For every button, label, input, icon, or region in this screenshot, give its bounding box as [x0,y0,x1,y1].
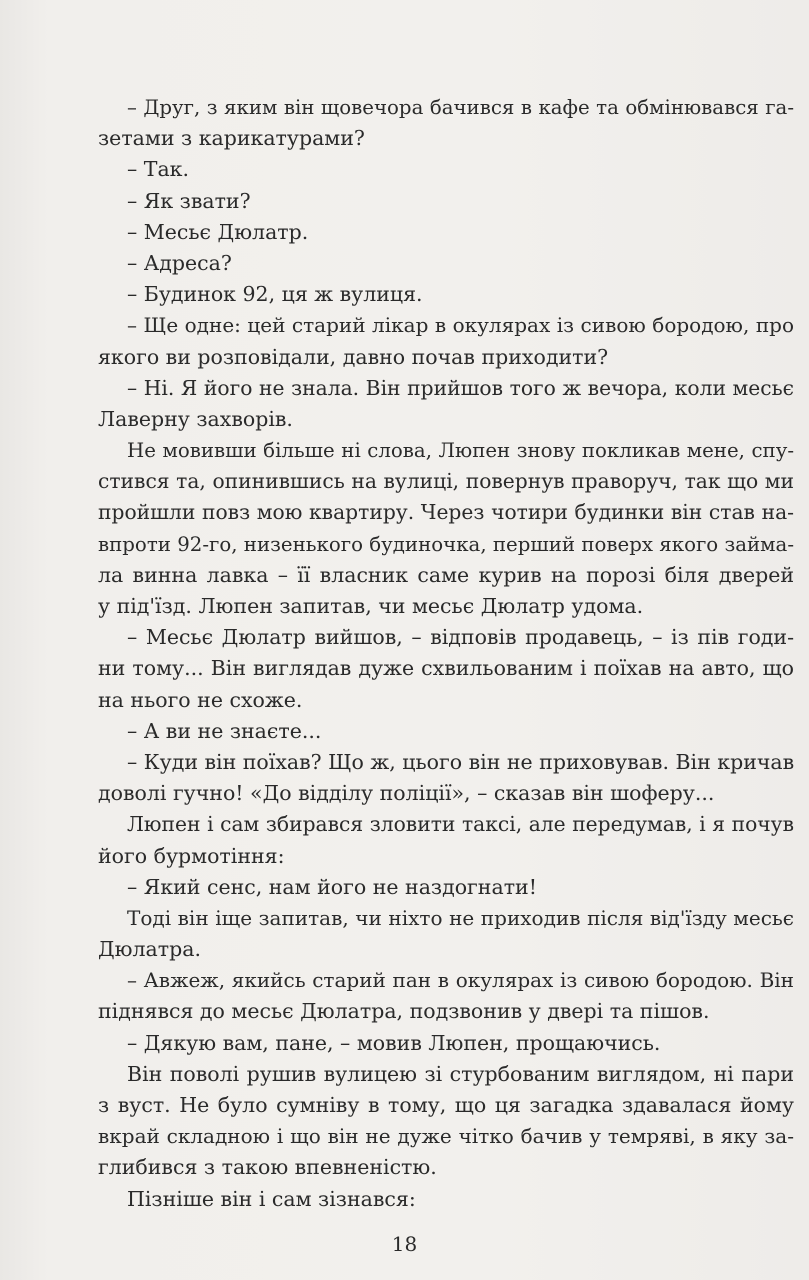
text-line: впроти 92-го, низенького будиночка, перший поверх якого займа- [98,532,794,556]
text-line: Люпен і сам збирався зловити таксі, але передумав, і я почув [127,812,794,837]
text-line: вкрай складною і що він не дуже чітко бачив у темряві, в яку за- [98,1124,794,1149]
text-line: – Месьє Дюлатр. [127,219,309,244]
text-line: зетами з карикатурами? [98,126,365,151]
text-line: ни тому... Він виглядав дуже схвильованим і поїхав на авто, що [98,656,794,681]
body-text [98,92,794,1215]
text-line: – Месьє Дюлатр вийшов, – відповів продавець, – із пів годи- [127,625,794,650]
text-line: Він поволі рушив вулицею зі стурбованим виглядом, ні пари [127,1061,794,1086]
text-line: у під'їзд. Люпен запитав, чи месьє Дюлатр удома. [98,594,644,618]
text-line: глибився з такою впевненістю. [98,1155,437,1180]
text-line: – Ще одне: цей старий лікар в окулярах із сивою бородою, про [127,313,794,338]
text-line: – Як звати? [127,188,251,213]
text-line: стився та, опинившись на вулиці, повернув праворуч, так що ми [98,469,794,494]
text-line: – Куди він поїхав? Що ж, цього він не приховував. Він кричав [127,749,795,774]
text-line: Не мовивши більше ні слова, Люпен знову покликав мене, спу- [127,439,794,463]
text-line: ла винна лавка – її власник саме курив на порозі біля дверей [98,562,794,587]
text-line: доволі гучно! «До відділу поліції», – сказав він шоферу... [98,781,715,806]
text-line: його бурмотіння: [98,843,285,868]
text-line: – Адреса? [127,250,232,275]
text-line: – Авжеж, якийсь старий пан в окулярах із сивою бородою. Він [127,968,794,993]
text-line: якого ви розповідали, давно почав приходити? [98,344,609,369]
text-line: – Який сенс, нам його не наздогнати! [127,874,537,899]
text-line: піднявся до месьє Дюлатра, подзвонив у двері та пішов. [98,999,710,1024]
text-line: на нього не схоже. [98,687,303,712]
text-line: Лаверну захворів. [98,406,293,431]
text-line: – Друг, з яким він щовечора бачився в кафе та обмінювався га- [127,96,794,119]
text-line: Дюлатра. [98,937,201,962]
text-line: – Будинок 92, ця ж вулиця. [127,282,423,307]
text-line: з вуст. Не було сумніву в тому, що ця загадка здавалася йому [98,1093,794,1117]
text-line: – Так. [127,157,189,182]
text-line: – Дякую вам, пане, – мовив Люпен, прощаючись. [127,1030,661,1055]
text-line: Тоді він іще запитав, чи ніхто не приходив після від'їзду месьє [127,905,794,930]
page-number: 18 [391,1232,418,1256]
text-line: – А ви не знаєте... [127,718,322,743]
text-line: Пізніше він і сам зізнався: [127,1186,416,1211]
text-line: – Ні. Я його не знала. Він прийшов того ж вечора, коли месьє [127,375,794,400]
text-line: пройшли повз мою квартиру. Через чотири будинки він став на- [98,500,794,525]
